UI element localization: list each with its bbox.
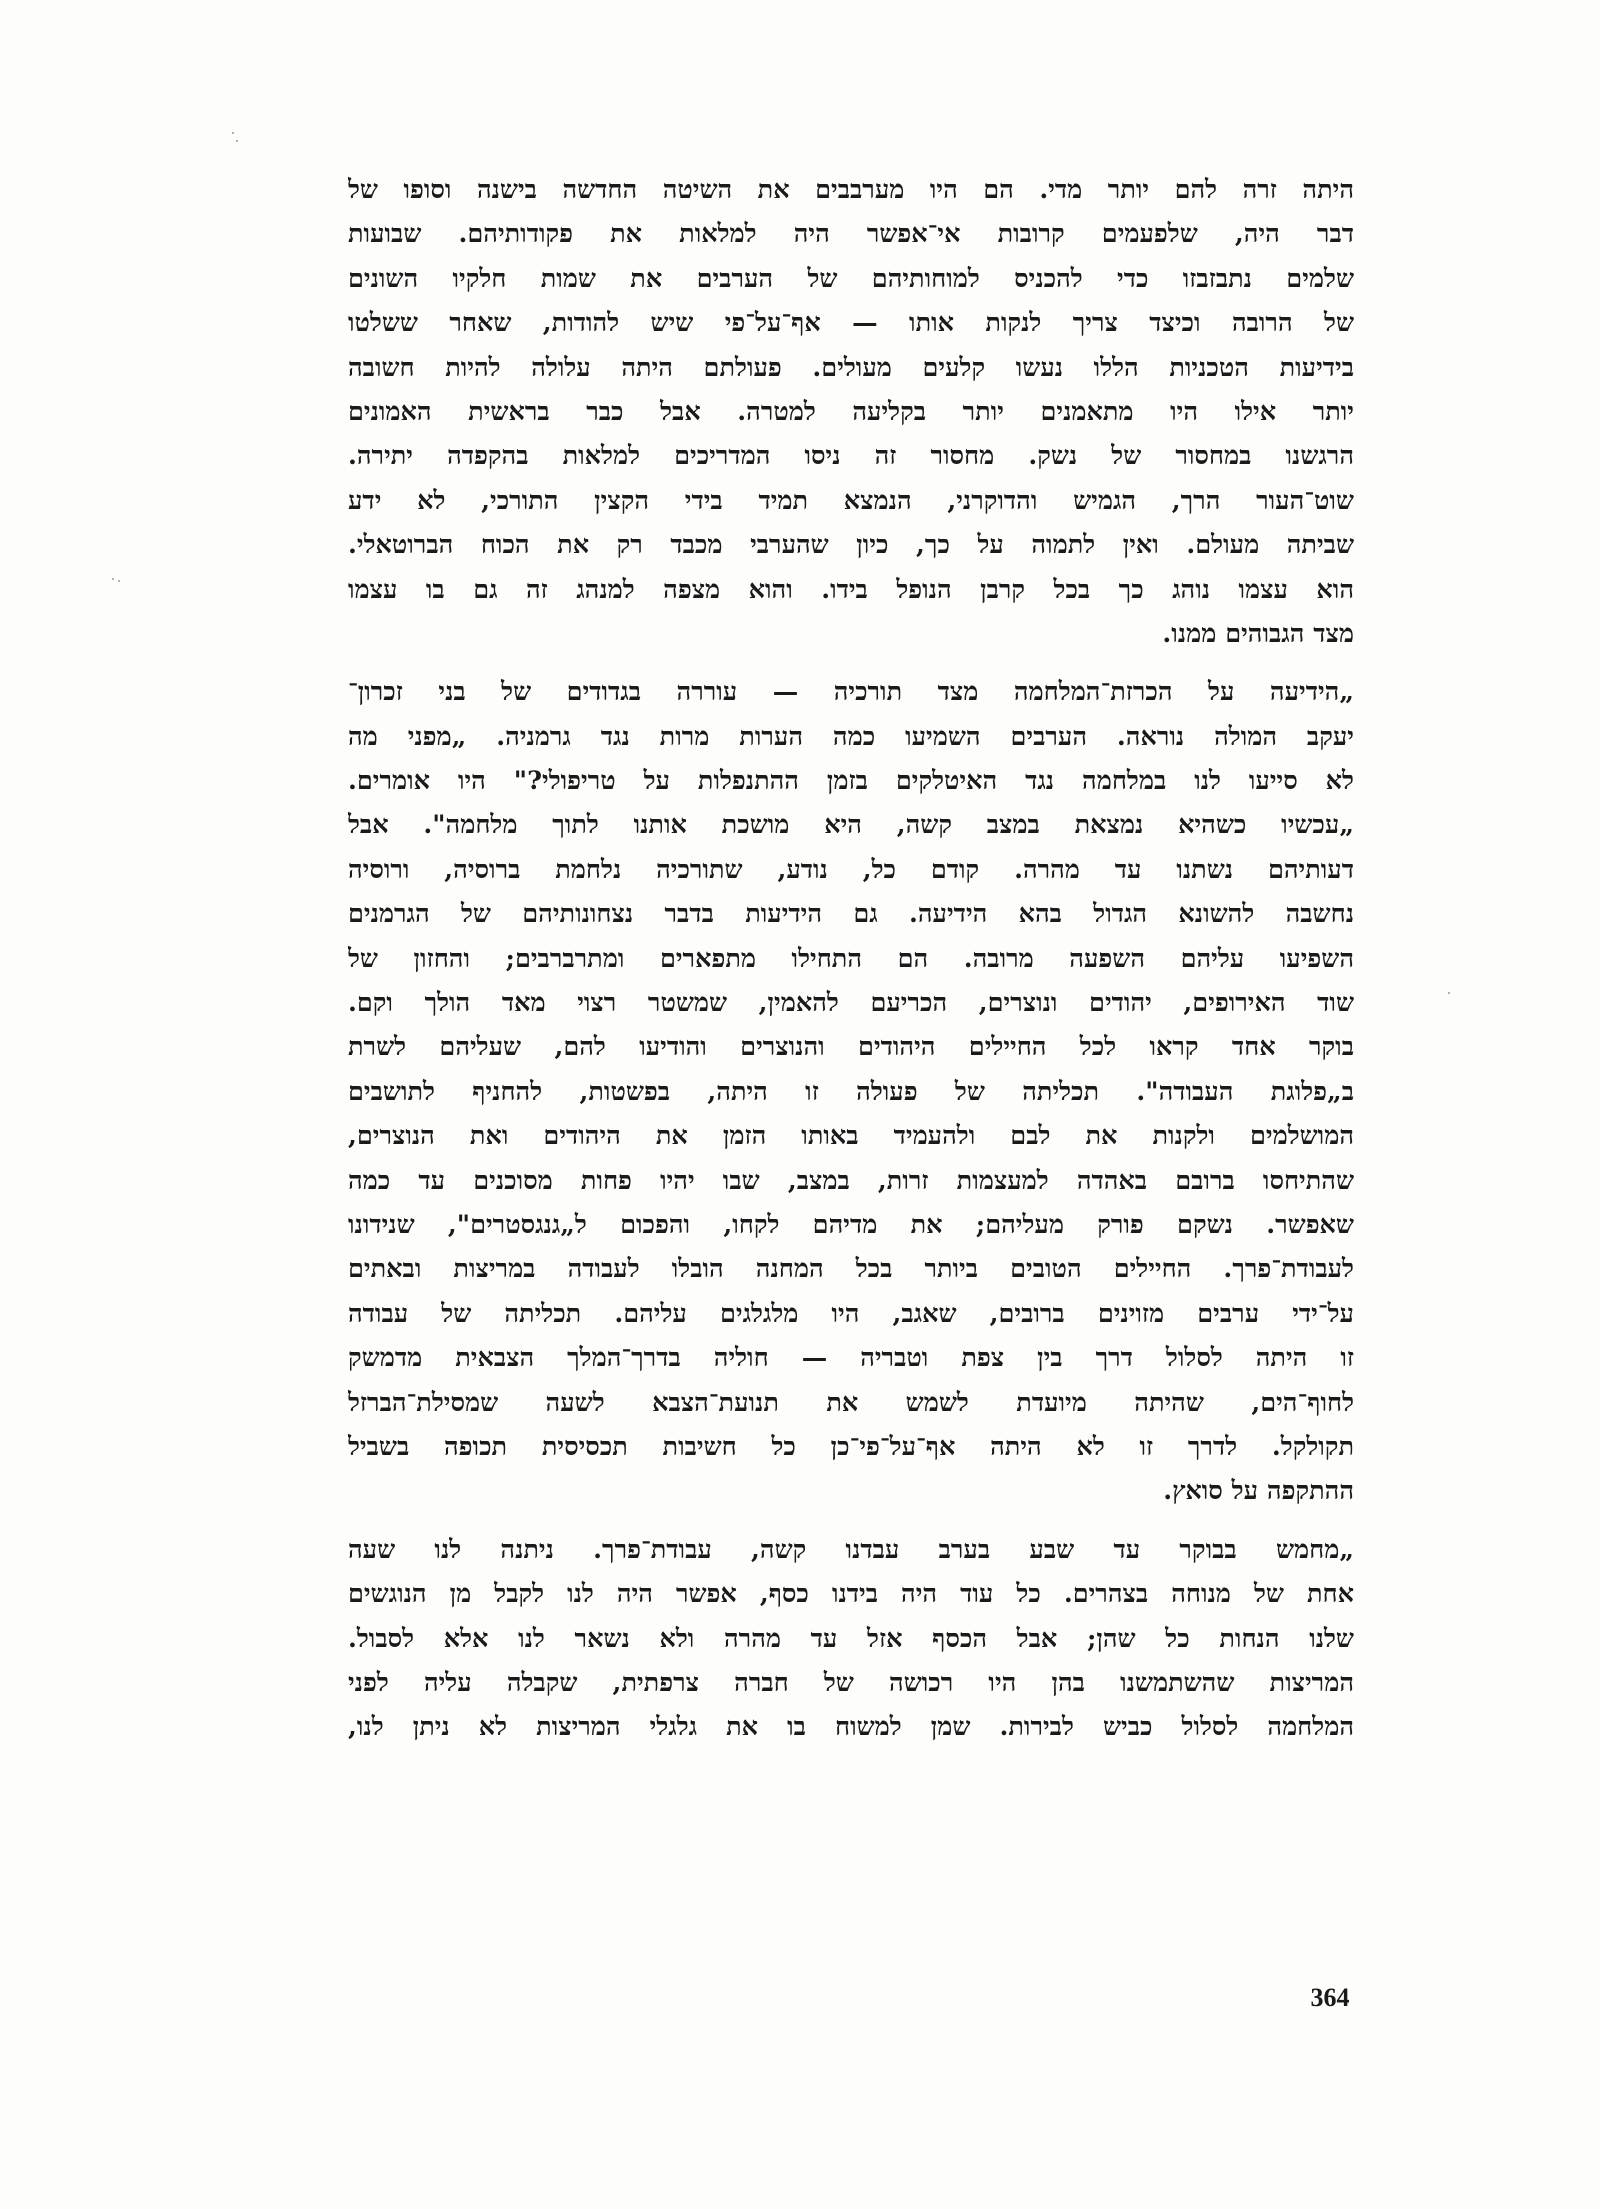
paragraph (348, 670, 1354, 1513)
text-line: „עכשיו כשהיא נמצאת במצב קשה, היא מושכת אותנו לתוך מלחמה". אבל (348, 810, 1354, 841)
text-line: בידיעות הטכניות הללו נעשו קלעים מעולים. פעולתם היתה עלולה להיות חשובה (348, 352, 1354, 383)
text-line: לעבודת־פרך. החיילים הטובים ביותר בכל המחנה הובלו לעבודה במריצות ובאתים (348, 1254, 1354, 1285)
text-line: ההתקפה על סואץ. (1163, 1476, 1354, 1507)
text-line: לחוף־הים, שהיתה מיועדת לשמש את תנועת־הצבא לשעה שמסילת־הברזל (348, 1387, 1354, 1418)
text-line: המושלמים ולקנות את לבם ולהעמיד באותו הזמן את היהודים ואת הנוצרים, (348, 1121, 1354, 1152)
text-line: שוד האירופים, יהודים ונוצרים, הכריעם להאמין, שמשטר רצוי מאד הולך וקם. (348, 988, 1354, 1019)
text-line: זו היתה לסלול דרך בין צפת וטבריה — חוליה בדרך־המלך הצבאית מדמשק (348, 1343, 1354, 1374)
text-line: בוקר אחד קראו לכל החיילים היהודים והנוצרים והודיעו להם, שעליהם לשרת (348, 1032, 1354, 1063)
scan-speck (118, 580, 120, 582)
text-line: יותר אילו היו מתאמנים יותר בקליעה למטרה. אבל כבר בראשית האמונים (348, 396, 1354, 427)
scan-speck (236, 140, 238, 142)
text-line: שוט־העור הרך, הגמיש והדוקרני, הנמצא תמיד בידי הקצין התורכי, לא ידע (348, 485, 1354, 516)
text-line: „מחמש בבוקר עד שבע בערב עבדנו קשה, עבודת־פרך. ניתנה לנו שעה (348, 1534, 1354, 1565)
text-line: נחשבה להשונא הגדול בהא הידיעה. גם הידיעות בדבר נצחונותיהם של הגרמנים (348, 899, 1354, 930)
text-line: שאפשר. נשקם פורק מעליהם; את מדיהם לקחו, והפכום ל„גנגסטרים", שנידונו (348, 1209, 1354, 1240)
text-line: של הרובה וכיצד צריך לנקות אותו — אף־על־פי שיש להודות, שאחר ששלטו (348, 308, 1354, 339)
scan-speck (232, 132, 234, 134)
text-line: על־ידי ערבים מזוינים ברובים, שאגב, היו מלגלגים עליהם. תכליתה של עבודה (348, 1298, 1354, 1329)
text-line: שביתה מעולם. ואין לתמוה על כך, כיון שהערבי מכבד רק את הכוח הברוטאלי. (348, 530, 1354, 561)
text-line: שלמים נתבזבזו כדי להכניס למוחותיהם של הערבים את שמות חלקיו השונים (348, 263, 1354, 294)
paragraph-gap (348, 656, 1354, 670)
text-line: היתה זרה להם יותר מדי. הם היו מערבבים את השיטה החדשה בישנה וסופו של (348, 175, 1354, 205)
paragraph (348, 168, 1354, 656)
text-line: המלחמה לסלול כביש לבירות. שמן למשוח בו את גלגלי המריצות לא ניתן לנו, (348, 1712, 1354, 1743)
text-line: יעקב המולה נוראה. הערבים השמיעו כמה הערות מרות נגד גרמניה. „מפני מה (348, 721, 1354, 752)
text-line: אחת של מנוחה בצהרים. כל עוד היה בידנו כסף, אפשר היה לנו לקבל מן הנוגשים (348, 1579, 1354, 1610)
body-text (348, 168, 1354, 1750)
text-line: תקולקל. לדרך זו לא היתה אף־על־פי־כן כל חשיבות תכסיסית תכופה בשביל (348, 1431, 1354, 1462)
paragraph-gap (348, 1514, 1354, 1528)
text-line: ב„פלוגת העבודה". תכליתה של פעולה זו היתה, בפשטות, להחניף לתושבים (348, 1076, 1354, 1107)
text-line: הרגשנו במחסור של נשק. מחסור זה ניסו המדריכים למלאות בהקפדה יתירה. (348, 441, 1354, 472)
paragraph (348, 1528, 1354, 1750)
page-number: 364 (1310, 1983, 1350, 2012)
text-line: שהתיחסו ברובם באהדה למעצמות זרות, במצב, שבו יהיו פחות מסוכנים עד כמה (348, 1165, 1354, 1196)
text-line: מצד הגבוהים ממנו. (1162, 618, 1354, 649)
text-line: דבר היה, שלפעמים קרובות אי־אפשר היה למלאות את פקודותיהם. שבועות (348, 219, 1354, 250)
text-line: המריצות שהשתמשנו בהן היו רכושה של חברה צרפתית, שקבלה עליה לפני (348, 1667, 1354, 1698)
scan-speck (112, 578, 114, 580)
scan-speck (1448, 992, 1450, 994)
text-line: „הידיעה על הכרזת־המלחמה מצד תורכיה — עוררה בגדודים של בני זכרון־ (348, 677, 1354, 708)
text-line: שלנו הנחות כל שהן; אבל הכסף אזל עד מהרה ולא נשאר לנו אלא לסבול. (348, 1623, 1354, 1654)
text-line: הוא עצמו נוהג כך בכל קרבן הנופל בידו. והוא מצפה למנהג זה גם בו עצמו (348, 574, 1354, 605)
text-line: השפיעו עליהם השפעה מרובה. הם התחילו מתפארים ומתרברבים; והחזון של (348, 943, 1354, 974)
text-line: לא סייעו לנו במלחמה נגד האיטלקים בזמן ההתנפלות על טריפולי?" היו אומרים. (348, 766, 1354, 797)
text-line: דעותיהם נשתנו עד מהרה. קודם כל, נודע, שתורכיה נלחמת ברוסיה, ורוסיה (348, 854, 1354, 885)
